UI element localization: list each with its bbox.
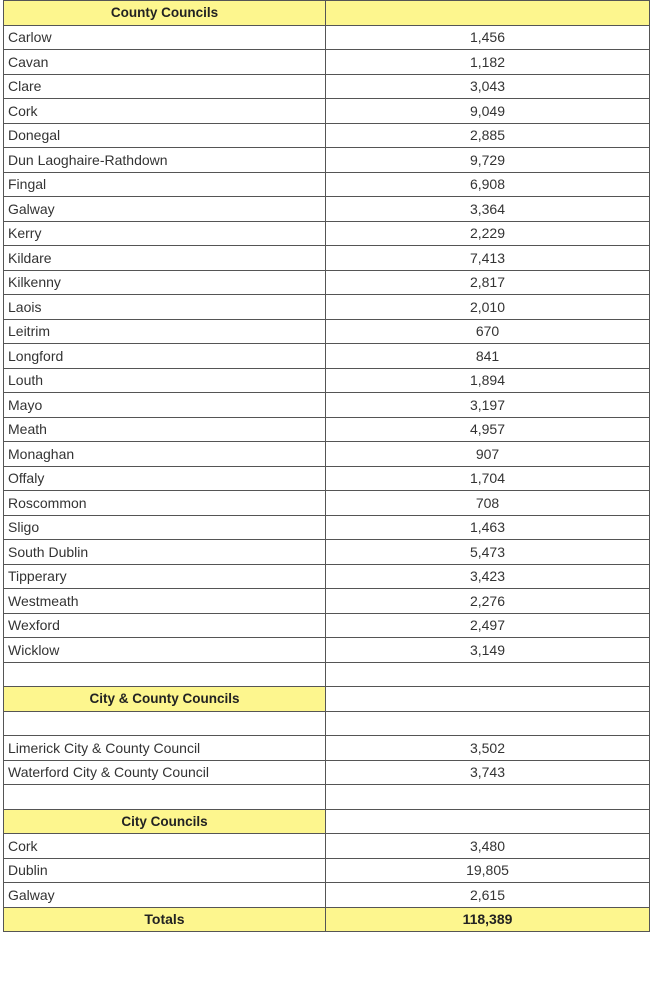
- row-value: 3,480: [326, 834, 650, 859]
- row-value: 841: [326, 344, 650, 369]
- section-heading: City Councils: [4, 809, 326, 834]
- table-row: [4, 123, 650, 148]
- row-value: 1,463: [326, 515, 650, 540]
- row-label: Longford: [4, 344, 326, 369]
- table-row: [4, 368, 650, 393]
- table-row: [4, 589, 650, 614]
- row-label: [4, 662, 326, 687]
- table-row: [4, 295, 650, 320]
- row-value: 2,276: [326, 589, 650, 614]
- totals-value: 118,389: [326, 907, 650, 932]
- table-row: [4, 858, 650, 883]
- row-value: 1,182: [326, 50, 650, 75]
- row-value: 9,729: [326, 148, 650, 173]
- row-label: Cork: [4, 99, 326, 124]
- row-label: Roscommon: [4, 491, 326, 516]
- row-value: 1,704: [326, 466, 650, 491]
- table-row: [4, 172, 650, 197]
- row-label: Carlow: [4, 25, 326, 50]
- row-value: 4,957: [326, 417, 650, 442]
- totals-row: [4, 907, 650, 932]
- row-value: 3,743: [326, 760, 650, 785]
- header-value-cell: [326, 1, 650, 26]
- row-label: Louth: [4, 368, 326, 393]
- table-row: [4, 613, 650, 638]
- row-label: Leitrim: [4, 319, 326, 344]
- row-label: Dublin: [4, 858, 326, 883]
- table-row: [4, 711, 650, 736]
- row-value: 2,817: [326, 270, 650, 295]
- table-row: [4, 74, 650, 99]
- row-value: 3,364: [326, 197, 650, 222]
- row-label: Dun Laoghaire-Rathdown: [4, 148, 326, 173]
- row-value: 1,894: [326, 368, 650, 393]
- row-label: Limerick City & County Council: [4, 736, 326, 761]
- row-label: Waterford City & County Council: [4, 760, 326, 785]
- row-label: Laois: [4, 295, 326, 320]
- table-row: [4, 564, 650, 589]
- row-label: Clare: [4, 74, 326, 99]
- table-row: [4, 834, 650, 859]
- table-row: [4, 638, 650, 663]
- row-value: [326, 785, 650, 810]
- row-label: [4, 785, 326, 810]
- row-label: Cork: [4, 834, 326, 859]
- section-heading: County Councils: [4, 1, 326, 26]
- row-value: 670: [326, 319, 650, 344]
- table-row: [4, 50, 650, 75]
- row-value: 3,502: [326, 736, 650, 761]
- row-value: [326, 711, 650, 736]
- row-value: 907: [326, 442, 650, 467]
- row-label: Monaghan: [4, 442, 326, 467]
- section-value-cell: [326, 809, 650, 834]
- row-value: [326, 662, 650, 687]
- row-label: Tipperary: [4, 564, 326, 589]
- city-county-councils-header-row: [4, 687, 650, 712]
- table-row: [4, 393, 650, 418]
- row-label: Wicklow: [4, 638, 326, 663]
- table-row: [4, 442, 650, 467]
- table-row: [4, 148, 650, 173]
- row-value: 3,043: [326, 74, 650, 99]
- table-row: [4, 883, 650, 908]
- row-label: Wexford: [4, 613, 326, 638]
- table-row: [4, 197, 650, 222]
- table-row: [4, 662, 650, 687]
- row-label: [4, 711, 326, 736]
- row-value: 3,197: [326, 393, 650, 418]
- table-row: [4, 785, 650, 810]
- row-label: Kilkenny: [4, 270, 326, 295]
- row-value: 2,885: [326, 123, 650, 148]
- row-label: Kildare: [4, 246, 326, 271]
- section-heading: City & County Councils: [4, 687, 326, 712]
- row-value: 2,497: [326, 613, 650, 638]
- row-label: Donegal: [4, 123, 326, 148]
- row-label: Cavan: [4, 50, 326, 75]
- table-row: [4, 540, 650, 565]
- table-row: [4, 466, 650, 491]
- table-row: [4, 344, 650, 369]
- county-councils-header-row: [4, 1, 650, 26]
- table-row: [4, 491, 650, 516]
- row-label: Offaly: [4, 466, 326, 491]
- table-row: [4, 25, 650, 50]
- councils-table: [3, 0, 650, 932]
- city-councils-header-row: [4, 809, 650, 834]
- row-value: 2,010: [326, 295, 650, 320]
- table-row: [4, 760, 650, 785]
- row-label: Fingal: [4, 172, 326, 197]
- table-row: [4, 736, 650, 761]
- row-value: 7,413: [326, 246, 650, 271]
- table-row: [4, 246, 650, 271]
- row-value: 3,423: [326, 564, 650, 589]
- table-row: [4, 319, 650, 344]
- table-row: [4, 417, 650, 442]
- row-value: 2,615: [326, 883, 650, 908]
- row-label: Sligo: [4, 515, 326, 540]
- row-value: 5,473: [326, 540, 650, 565]
- table-row: [4, 515, 650, 540]
- totals-label: Totals: [4, 907, 326, 932]
- row-value: 6,908: [326, 172, 650, 197]
- row-label: Mayo: [4, 393, 326, 418]
- row-label: Westmeath: [4, 589, 326, 614]
- row-value: 9,049: [326, 99, 650, 124]
- row-value: 1,456: [326, 25, 650, 50]
- row-value: 3,149: [326, 638, 650, 663]
- row-label: Meath: [4, 417, 326, 442]
- section-value-cell: [326, 687, 650, 712]
- row-value: 708: [326, 491, 650, 516]
- row-label: Galway: [4, 197, 326, 222]
- row-label: Kerry: [4, 221, 326, 246]
- row-value: 2,229: [326, 221, 650, 246]
- row-label: Galway: [4, 883, 326, 908]
- table-row: [4, 221, 650, 246]
- table-row: [4, 270, 650, 295]
- row-value: 19,805: [326, 858, 650, 883]
- table-row: [4, 99, 650, 124]
- row-label: South Dublin: [4, 540, 326, 565]
